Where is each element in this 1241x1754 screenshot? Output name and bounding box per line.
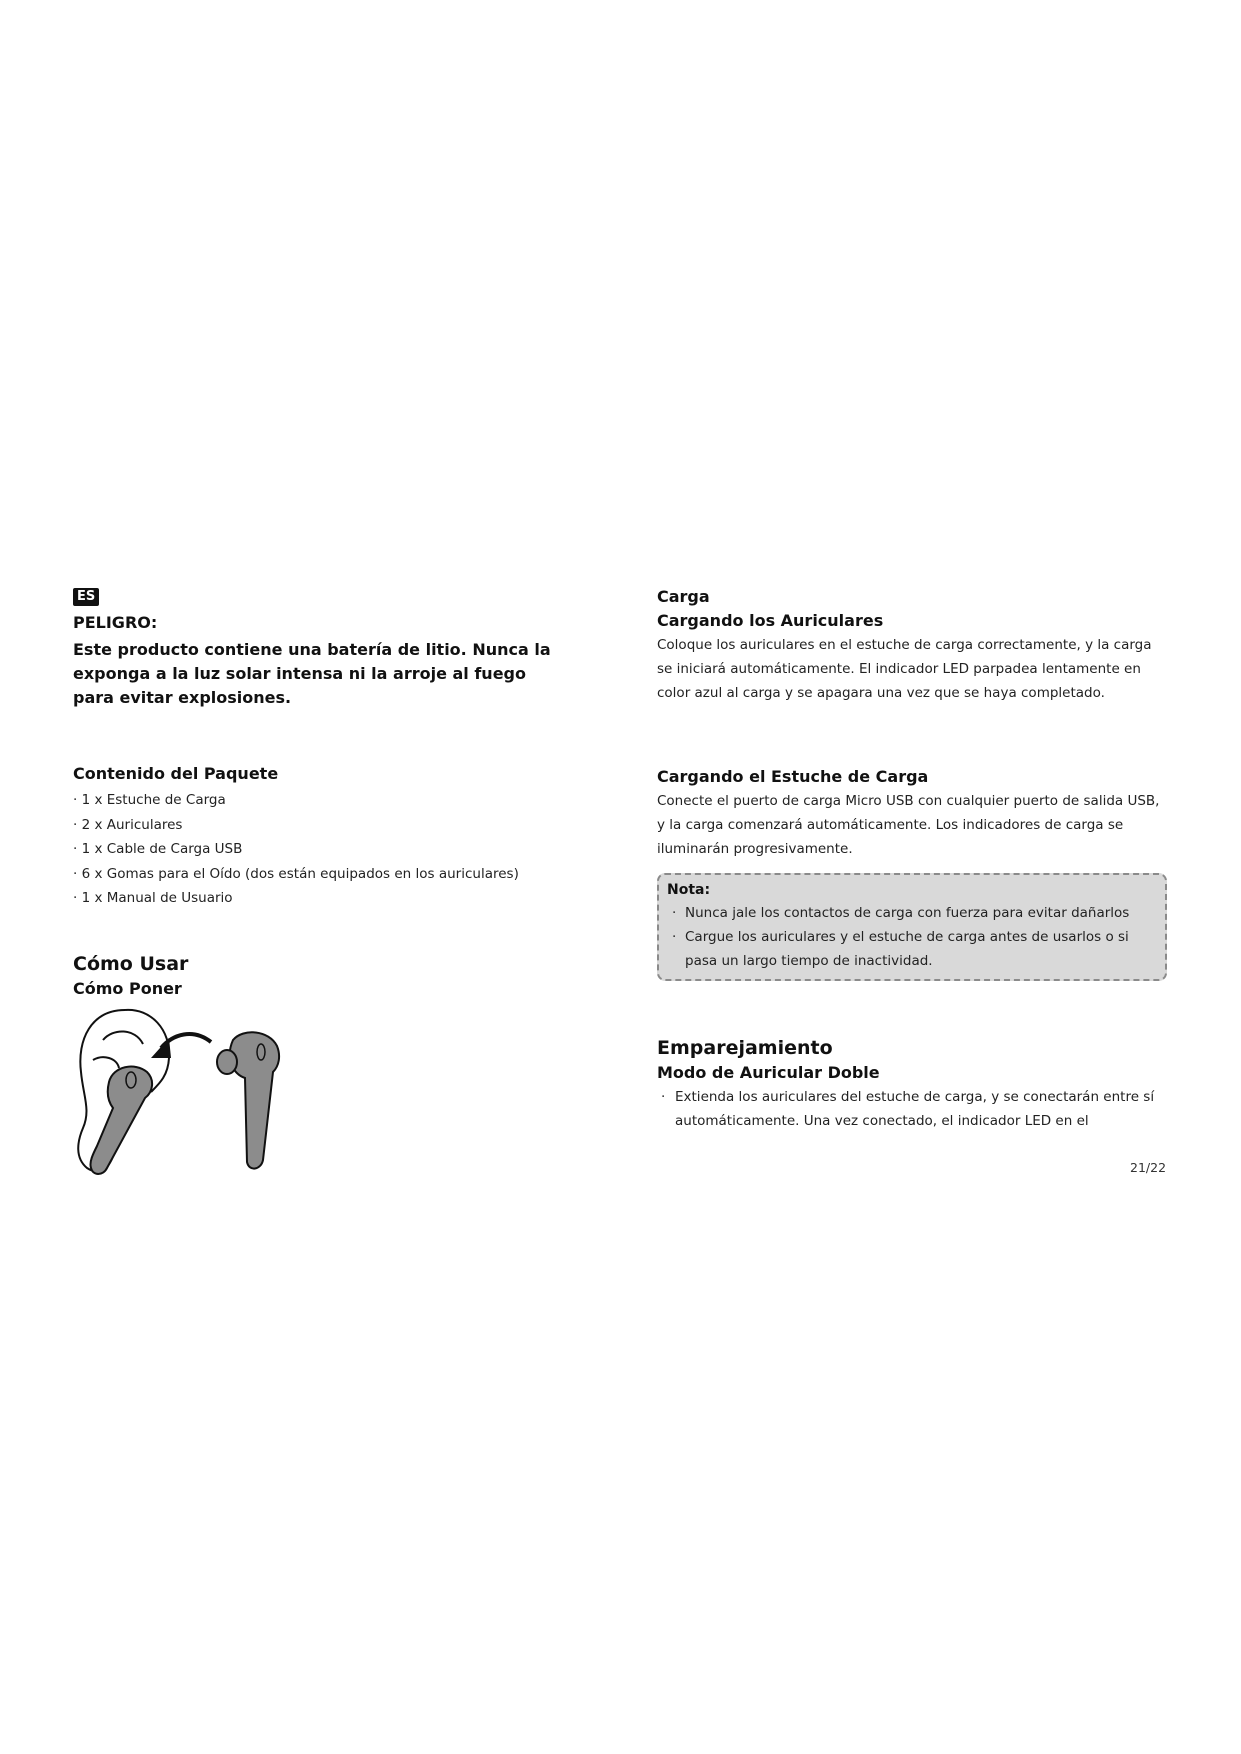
earbud-in-ear-icon (90, 1067, 152, 1174)
dual-mode-title: Modo de Auricular Doble (657, 1063, 880, 1082)
note-title: Nota: (667, 882, 711, 898)
pairing-title: Emparejamiento (657, 1037, 833, 1059)
note-list (667, 901, 1155, 973)
earbud-icon (217, 1032, 279, 1168)
arrow-icon (151, 1034, 211, 1058)
list-item: · 1 x Manual de Usuario (73, 890, 233, 906)
list-item: · Cargue los auriculares y el estuche de carga antes de usarlos o si pasa un largo tiempo de inactividad. (667, 925, 1155, 973)
language-tag: ES (73, 588, 99, 606)
list-item: · 1 x Estuche de Carga (73, 792, 226, 808)
list-item: · Nunca jale los contactos de carga con fuerza para evitar dañarlos (667, 901, 1155, 925)
list-item: · 2 x Auriculares (73, 816, 183, 833)
danger-title: PELIGRO: (73, 613, 158, 632)
charging-earbuds-title: Cargando los Auriculares (657, 611, 884, 630)
list-item: · 1 x Cable de Carga USB (73, 841, 243, 857)
page-number: 21/22 (1130, 1160, 1167, 1175)
right-column (657, 585, 1167, 1133)
note-box (657, 873, 1167, 981)
left-column (73, 585, 593, 1001)
earbud-insertion-illustration (73, 1000, 303, 1180)
charging-earbuds-text: Coloque los auriculares en el estuche de carga correctamente, y la carga se iniciará automáticamente. El indicador LED parpadea lentamente en color azul al carga y se apagara una vez que se haya completado. (657, 637, 1152, 701)
how-to-use-title: Cómo Usar (73, 952, 189, 975)
danger-warning-text: Este producto contiene una batería de litio. Nunca la exponga a la luz solar intensa ni la arroje al fuego para evitar explosiones. (73, 640, 551, 707)
package-contents-list (73, 788, 593, 911)
how-to-wear-title: Cómo Poner (73, 978, 182, 998)
package-contents-title: Contenido del Paquete (73, 764, 279, 783)
dual-mode-text: · Extienda los auriculares del estuche de carga, y se conectarán entre sí automáticamente. Una vez conectado, el indicador LED en el (657, 1085, 1167, 1133)
list-item: · 6 x Gomas para el Oído (dos están equipados en los auriculares) (73, 865, 519, 882)
charging-case-text: Conecte el puerto de carga Micro USB con cualquier puerto de salida USB, y la carga comenzará automáticamente. Los indicadores de carga se iluminarán progresivamente. (657, 793, 1160, 857)
charging-case-title: Cargando el Estuche de Carga (657, 767, 929, 786)
charging-title: Carga (657, 587, 710, 606)
